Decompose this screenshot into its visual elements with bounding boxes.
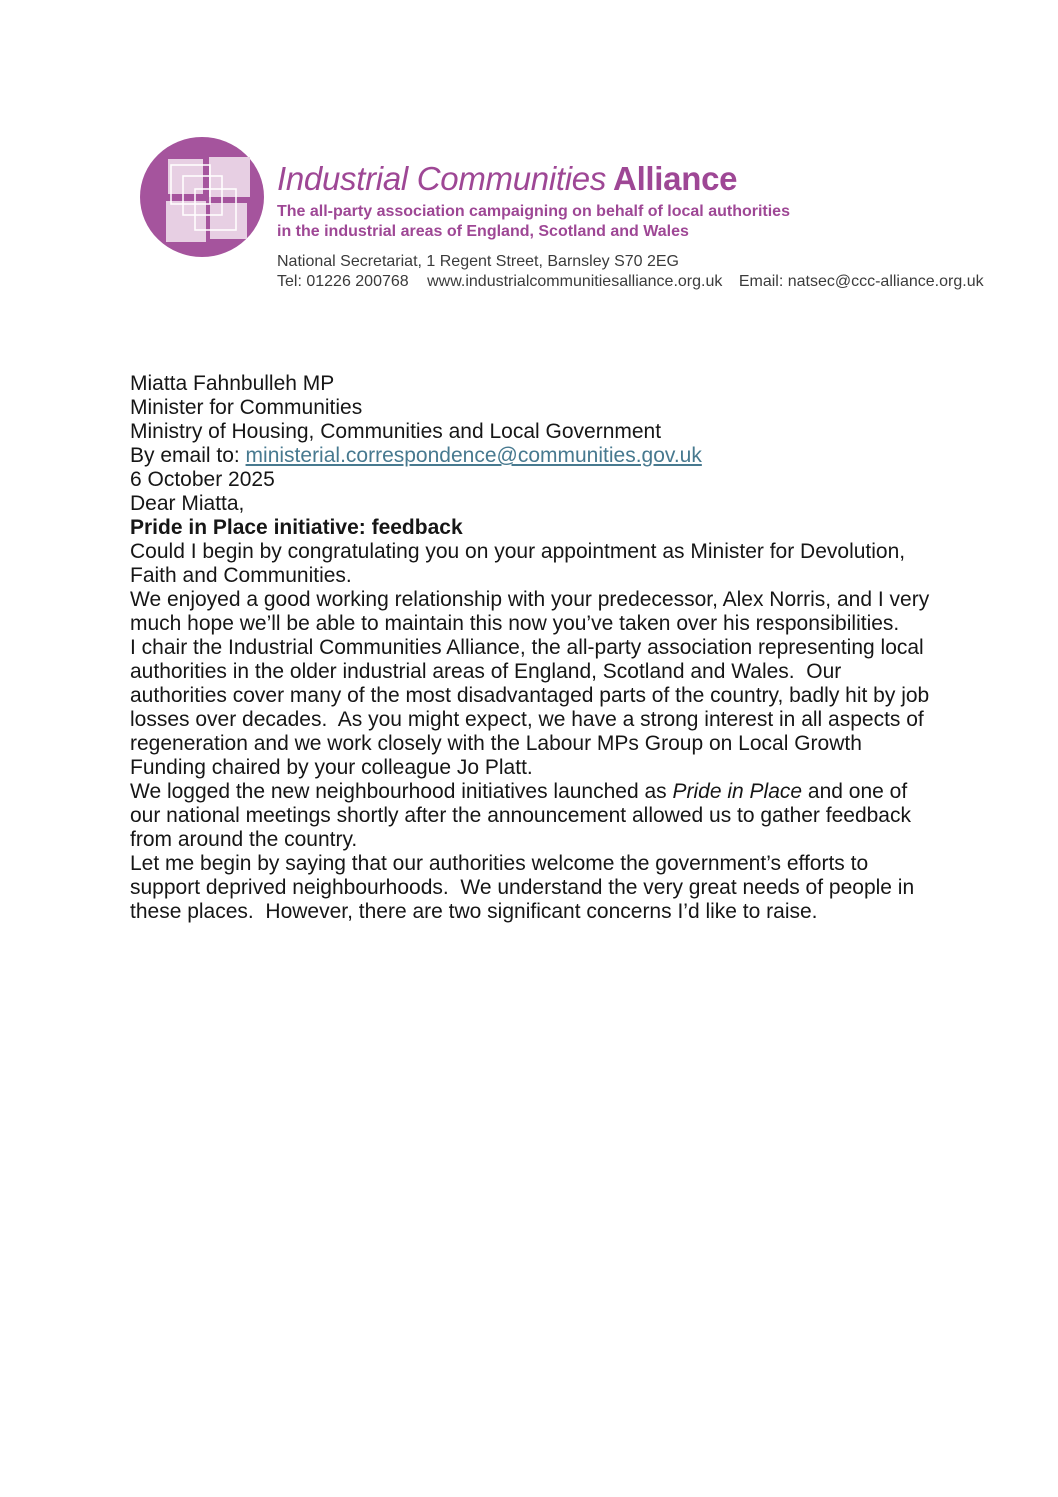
paragraph-3: I chair the Industrial Communities Alliance, the all-party association representing local authorities in the older industrial areas of England, Scotland and Wales. Our authorities cover many of the most disadvantaged parts of the country, badly hit by job losses over decades. As you might expect, we have a strong interest in all aspects of regeneration and we work closely with the Labour MPs Group on Local Growth Funding chaired by your colleague Jo Platt.	[130, 636, 936, 779]
paragraph-5: Let me begin by saying that our authorities welcome the government’s efforts to support deprived neighbourhoods. We understand the very great needs of people in these places. However, there are two significant concerns I’d like to raise.	[130, 852, 920, 923]
paragraph-4-post: and one of our national meetings shortly after the announcement allowed us to gather feedback from around the country.	[130, 780, 917, 851]
letter-date: 6 October 2025	[130, 468, 275, 491]
recipient-department: Ministry of Housing, Communities and Local Government	[130, 420, 662, 443]
delivery-line	[130, 444, 938, 468]
letter-body	[130, 372, 938, 924]
paragraph-1: Could I begin by congratulating you on your appointment as Minister for Devolution, Faith and Communities.	[130, 540, 911, 587]
org-name	[277, 159, 984, 199]
paragraph-4-italic-title: Pride in Place	[672, 780, 803, 803]
letterhead	[140, 137, 984, 292]
subject-line: Pride in Place initiative: feedback	[130, 516, 463, 539]
recipient-block	[130, 372, 938, 444]
org-tagline-line1: The all-party association campaigning on behalf of local authorities	[277, 203, 790, 220]
paragraph-4-pre: We logged the new neighbourhood initiatives launched as	[130, 780, 673, 803]
org-contact-line	[277, 272, 984, 292]
org-tagline	[277, 202, 984, 241]
ministerial-email-link[interactable]: ministerial.correspondence@communities.gov.uk	[245, 444, 702, 467]
paragraph-4	[130, 780, 938, 852]
org-address: National Secretariat, 1 Regent Street, Barnsley S70 2EG	[277, 253, 679, 270]
org-name-bold-part: Alliance	[613, 160, 738, 197]
org-website: www.industrialcommunitiesalliance.org.uk	[427, 273, 723, 290]
delivery-label: By email to:	[130, 444, 246, 467]
recipient-name: Miatta Fahnbulleh MP	[130, 372, 335, 395]
letterhead-text	[277, 137, 984, 292]
paragraph-2: We enjoyed a good working relationship with your predecessor, Alex Norris, and I very much hope we’ll be able to maintain this now you’ve taken over his responsibilities.	[130, 588, 936, 635]
org-phone: Tel: 01226 200768	[277, 273, 409, 290]
org-name-italic-part: Industrial Communities	[277, 160, 607, 197]
org-logo-icon	[140, 137, 264, 259]
org-email: Email: natsec@ccc-alliance.org.uk	[738, 273, 984, 290]
org-tagline-line2: in the industrial areas of England, Scotland and Wales	[277, 222, 689, 240]
salutation: Dear Miatta,	[130, 492, 245, 515]
recipient-title: Minister for Communities	[130, 396, 363, 419]
